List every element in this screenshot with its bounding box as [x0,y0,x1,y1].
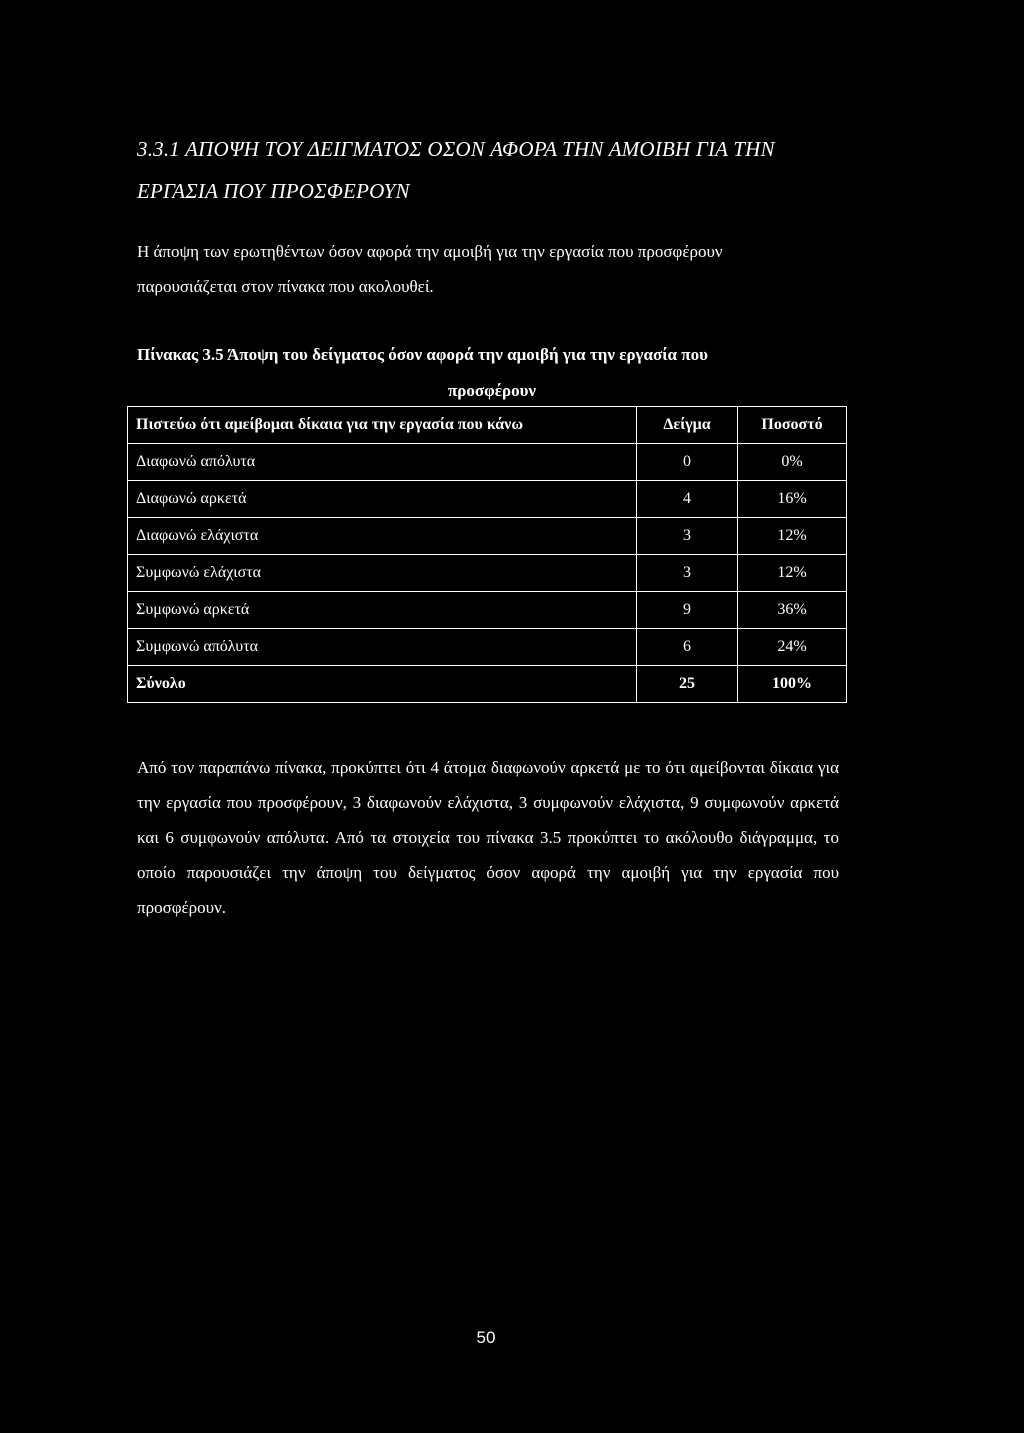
analysis-paragraph: Από τον παραπάνω πίνακα, προκύπτει ότι 4 άτομα διαφωνούν αρκετά με το ότι αμείβονται δίκαια για την εργασία που προσφέρουν, 3 διαφωνούν ελάχιστα, 3 συμφωνούν ελάχιστα, 9 συμφωνούν αρκετά και 6 συμφωνούν απόλυτα. Από τα στοιχεία του πίνακα 3.5 προκύπτει το ακόλουθο διάγραμμα, το οποίο παρουσιάζει την άποψη του δείγματος όσον αφορά την αμοιβή για την εργασία που προσφέρουν. [137,758,839,917]
row-percent: 0% [738,444,847,481]
row-label: Διαφωνώ αρκετά [128,481,637,518]
table-caption-line-1: Πίνακας 3.5 Άποψη του δείγματος όσον αφορά την αμοιβή για την εργασία που [137,345,708,364]
table-row [128,518,847,555]
section-heading [137,128,897,212]
table-row [128,592,847,629]
page-number: 50 [476,1328,496,1347]
table-row [128,444,847,481]
intro-line-1: Η άποψη των ερωτηθέντων όσον αφορά την αμοιβή για την εργασία που προσφέρουν [137,242,723,261]
section-heading-line-2: ΕΡΓΑΣΙΑ ΠΟΥ ΠΡΟΣΦΕΡΟΥΝ [137,179,410,203]
column-header-sample: Δείγμα [637,407,738,444]
row-percent: 16% [738,481,847,518]
row-count: 3 [637,518,738,555]
table-header-row [128,407,847,444]
row-label: Συμφωνώ απόλυτα [128,629,637,666]
row-label: Διαφωνώ απόλυτα [128,444,637,481]
row-label: Συμφωνώ ελάχιστα [128,555,637,592]
total-label: Σύνολο [128,666,637,703]
row-label: Διαφωνώ ελάχιστα [128,518,637,555]
row-percent: 12% [738,555,847,592]
column-header-percent: Ποσοστό [738,407,847,444]
table-row [128,629,847,666]
row-count: 6 [637,629,738,666]
row-count: 0 [637,444,738,481]
section-heading-line-1: 3.3.1 ΑΠΟΨΗ ΤΟΥ ΔΕΙΓΜΑΤΟΣ ΟΣΟΝ ΑΦΟΡΑ ΤΗΝ ΑΜΟΙΒΗ ΓΙΑ ΤΗΝ [137,137,775,161]
row-percent: 24% [738,629,847,666]
row-label: Συμφωνώ αρκετά [128,592,637,629]
table-row [128,481,847,518]
row-count: 4 [637,481,738,518]
total-percent: 100% [738,666,847,703]
opinion-table [127,406,847,703]
intro-line-2: παρουσιάζεται στον πίνακα που ακολουθεί. [137,277,434,296]
total-count: 25 [637,666,738,703]
row-count: 9 [637,592,738,629]
intro-paragraph [137,234,857,304]
table-caption [137,337,847,409]
table-total-row [128,666,847,703]
table-caption-line-2: προσφέρουν [447,381,537,400]
table-row [128,555,847,592]
column-header-statement: Πιστεύω ότι αμείβομαι δίκαια για την εργασία που κάνω [128,407,637,444]
row-percent: 12% [738,518,847,555]
row-percent: 36% [738,592,847,629]
row-count: 3 [637,555,738,592]
